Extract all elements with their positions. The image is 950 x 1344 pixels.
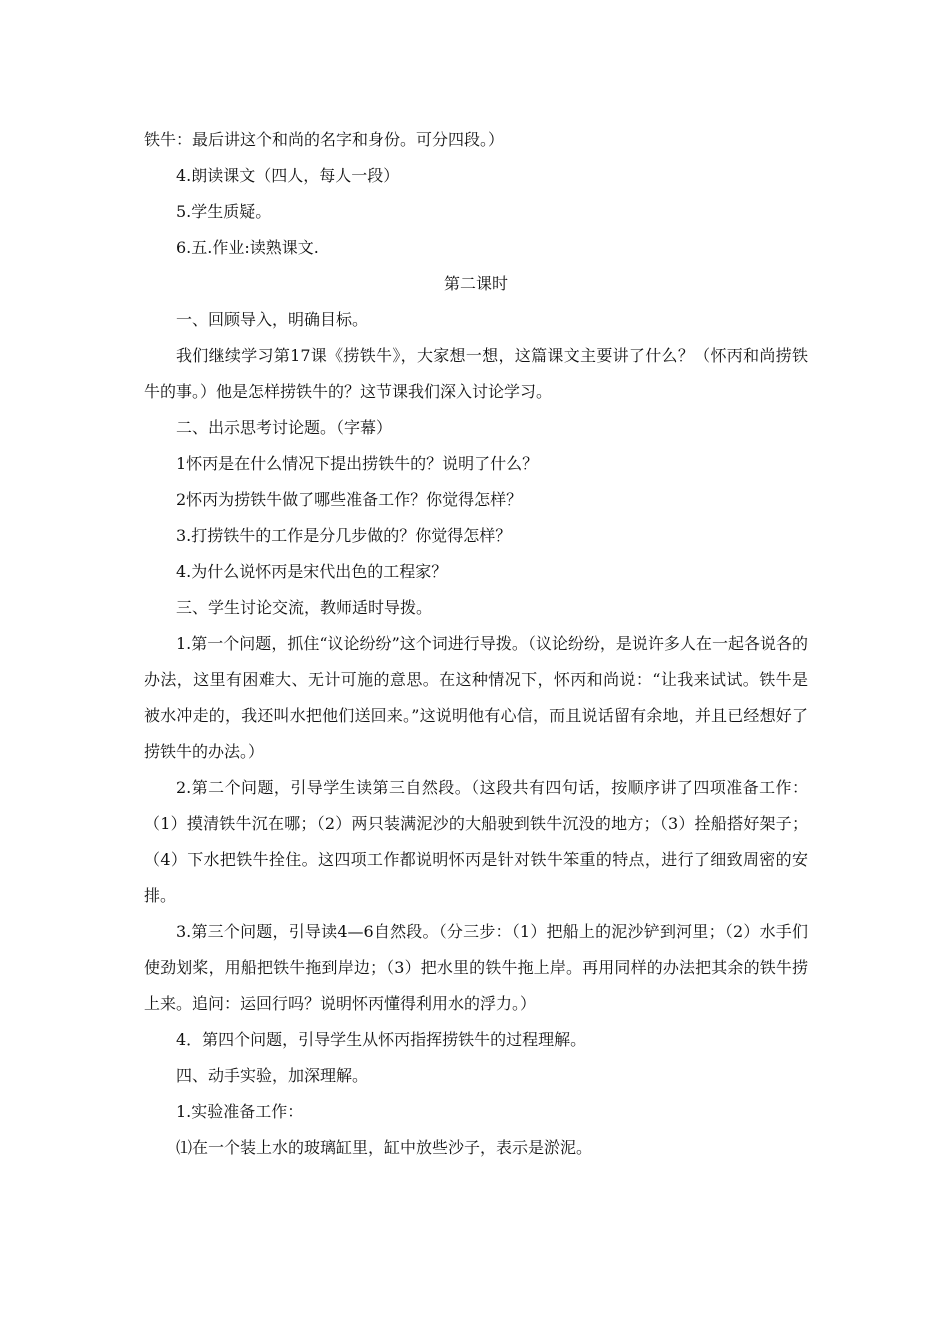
discussion-3: 3.第三个问题，引导读4—6自然段。（分三步：（1）把船上的泥沙铲到河里；（2）水手们使劲划桨，用船把铁牛拖到岸边；（3）把水里的铁牛拖上岸。再用同样的办法把其余的铁牛捞上来。追问：运回行吗？说明怀丙懂得利用水的浮力。）	[144, 922, 808, 1013]
question-1: 1怀丙是在什么情况下提出捞铁牛的？说明了什么？	[176, 454, 539, 473]
question-2: 2怀丙为捞铁牛做了哪些准备工作？你觉得怎样？	[176, 490, 523, 509]
question-4: 4.为什么说怀丙是宋代出色的工程家？	[176, 562, 448, 581]
discussion-1: 1.第一个问题，抓住“议论纷纷”这个词进行导拨。（议论纷纷，是说许多人在一起各说各的办法，这里有困难大、无计可施的意思。在这种情况下，怀丙和尚说：“让我来试试。铁牛是被水冲走的，我还叫水把他们送回来。”这说明他有心信，而且说话留有余地，并且已经想好了捞铁牛的办法。）	[144, 634, 808, 761]
discussion-4: 4．第四个问题，引导学生从怀丙指挥捞铁牛的过程理解。	[176, 1030, 587, 1049]
discussion-2: 2.第二个问题，引导学生读第三自然段。（这段共有四句话，按顺序讲了四项准备工作：（1）摸清铁牛沉在哪；（2）两只装满泥沙的大船驶到铁牛沉没的地方；（3）拴船搭好架子；（4）下水把铁牛拴住。这四项工作都说明怀丙是针对铁牛笨重的特点，进行了细致周密的安排。	[144, 778, 808, 905]
paragraph-part-four: 四、动手实验，加深理解。	[176, 1066, 369, 1085]
paragraph-intro: 我们继续学习第17课《捞铁牛》，大家想一想，这篇课文主要讲了什么？（怀丙和尚捞铁牛的事。）他是怎样捞铁牛的？这节课我们深入讨论学习。	[144, 346, 808, 401]
paragraph-continued: 铁牛：最后讲这个和尚的名字和身份。可分四段。）	[144, 130, 505, 149]
document-body	[144, 122, 808, 1166]
experiment-prep: 1.实验准备工作：	[176, 1102, 304, 1121]
experiment-step-1: ⑴在一个装上水的玻璃缸里，缸中放些沙子，表示是淤泥。	[176, 1138, 593, 1157]
paragraph-part-two: 二、出示思考讨论题。（字幕）	[176, 418, 393, 437]
section-heading: 第二课时	[443, 274, 508, 293]
paragraph-read-aloud: 4.朗读课文（四人，每人一段）	[176, 166, 400, 185]
paragraph-questions: 5.学生质疑。	[176, 202, 272, 221]
paragraph-part-one: 一、回顾导入，明确目标。	[176, 310, 369, 329]
question-3: 3.打捞铁牛的工作是分几步做的？你觉得怎样？	[176, 526, 512, 545]
paragraph-homework: 6.五.作业:读熟课文.	[176, 238, 319, 257]
paragraph-part-three: 三、学生讨论交流，教师适时导拨。	[176, 598, 433, 617]
